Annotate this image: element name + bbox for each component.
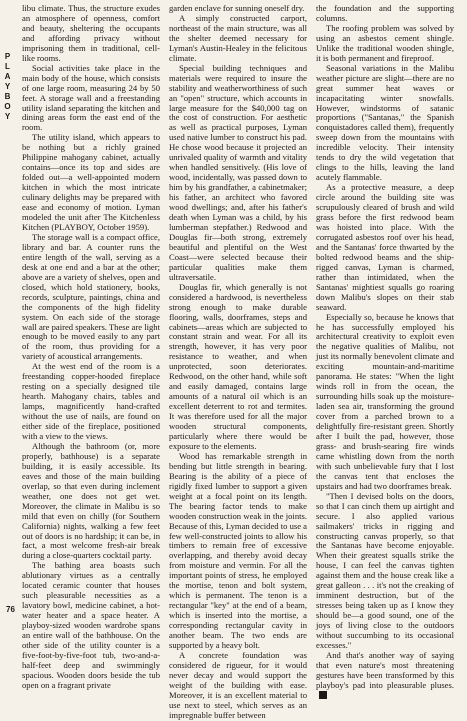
paragraph: As a protective measure, a deep circle around the building site was scrupulously cleared of brush and wild grass before the first redwood beam was hoisted into place. With the corrugated asbestos roof over his head, and the Santanas' force thwarted by the bolted redwood beams and the ship-rigged canvas, Lyman is charmed, rather than intimidated, when the Santanas' mightiest squalls go roaring down Malibu's slopes on their stab seaward. (316, 182, 454, 312)
paragraph: The roofing problem was solved by using an asbestos cement shingle. Unlike the traditional wooden shingle, it is both permanent and fireproof. (316, 22, 454, 63)
paragraph: Although the bathroom (or, more properly, bathhouse) is a separate building, it is easily accessible. Its eaves and those of the main building overlap, so that even during inclement weather, one does not get wet. Moreover, the climate in Malibu is so mild that even on chilly (for Southern California) nights, walking a few feet out of doors is no hardship; it can be, in fact, a most welcome fresh-air break during a close-quarters cocktail party. (22, 440, 160, 561)
text-column-2 (169, 3, 307, 720)
end-mark-icon (319, 691, 327, 699)
paragraph: The utility island, which appears to be nothing but a richly grained Philippine mahogany cabinet, actually contains—once its top and sides are folded out—a well-appointed modern kitchen in which the most intricate culinary delights may be prepared with ease and economy of motion. Lyman modeled the unit after The Kitchenless Kitchen (PLAYBOY, October 1959). (22, 132, 160, 232)
paragraph: the foundation and the supporting columns. (316, 3, 454, 23)
paragraph: A simply constructed carport, northeast of the main structure, was all the shelter deemed necessary for Lyman's Austin-Healey in the felicitous climate. (169, 12, 307, 63)
paragraph: Seasonal variations in the Malibu weather picture are slight—there are no great summer heat waves or incapacitating winter snowfalls. However, windstorms of satanic proportions ("Santanas," the Spanish conquistadores called them), frequently sweep down from the mountains with incredible velocity. Their intensity tends to dry the wild vegetation that clings to the hills, leaving the land acutely flammable. (316, 62, 454, 183)
paragraph: A concrete foundation was considered de rigueur, for it would never decay and would support the weight of the building with ease. Moreover, it is an excellent material to use next to steel, which serves as an impregnable buffer between (169, 649, 307, 720)
page-number: 76 (6, 605, 15, 614)
magazine-masthead: PLAYBOY (3, 52, 12, 122)
paragraph: Especially so, because he knows that he has successfully employed his architectural creativity to exploit even the negative qualities of Malibu, not just its normally benevolent climate and exciting mountain-and-maritime panorama. He states: "When the light winds roll in from the ocean, the surrounding hills soak up the moisture-laden sea air, transforming the ground cover from a parched brown to a delightfully fire-resistant green. Shortly after I built the pad, however, those grass- and brush-searing fire winds came whistling down from the north with such unbelievable fury that I lost the canvas tent that encloses the upstairs and had two doorframes break. (316, 311, 454, 491)
paragraph: At the west end of the room is a freestanding copper-hooded fireplace resting on a specially designed tile hearth. Mahogany chairs, tables and lamps, magnificently hand-crafted without the use of nails, are found on either side of the fireplace, positioned with a view to the views. (22, 361, 160, 441)
paragraph: Douglas fir, which generally is not considered a hardwood, is nevertheless strong enough to make durable flooring, walls, doorframes, steps and cabinets—areas which are subjected to constant strain and wear. For all its strength, however, it has very poor resistance to weather, and when unprotected, soon deteriorates. Redwood, on the other hand, while soft and easily damaged, contains large amounts of a natural oil which is an excellent deterrent to rot and termites. It was therefore used for all the major wooden structural components, particularly where there would be exposure to the elements. (169, 281, 307, 451)
paragraph: The storage wall is a compact office, library and bar. A counter runs the entire length of the wall, serving as a desk at one end and a bar at the other; above are a variety of shelves, open and closed, which hold stationery, books, records, sculpture, paintings, china and the components of the high fidelity system. On each side of the storage wall are paired speakers. These are light enough to be moved easily to any part of the room, thus providing for a variety of acoustical arrangements. (22, 231, 160, 362)
paragraph: Special building techniques and materials were required to insure the stability and weatherworthiness of such an "open" structure, which accounts in large measure for the $40,000 tag on the cost of construction. For aesthetic as well as practical purposes, Lyman used native lumber to construct his pad. He chose wood because it projected an unrivaled quality of warmth and vitality when handled sensitively. (His love of wood, incidentally, was passed down to him by his grandfather, a cabinetmaker; his father, an architect who favored wood dwellings; and, after his father's death when Lyman was a child, by his lumberman stepfather.) Redwood and Douglas fir—both strong, extremely beautiful and plentiful on the West Coast—were selected because their particular qualities make them ultraversatile. (169, 62, 307, 282)
paragraph-text: And that's another way of saying that even nature's most threatening gestures have been transformed by this playboy's pad into pleasurable pluses. (316, 649, 454, 690)
paragraph: "Then I devised bolts on the doors, so that I can cinch them up airtight and secure. I also applied various sailmakers' tricks in rigging and constructing canvas properly, so that the Santanas have become enjoyable. When their greatest squalls strike the house, I can feel the canvas tighten against them and the house creak like a great galleon . . . it's not the creaking of imminent destruction, but of the stresses being taken up as I know they should be—a good sound, one of the joys of living close to the outdoors without succumbing to its occasional excesses." (316, 490, 454, 650)
paragraph (316, 651, 454, 701)
paragraph: Social activities take place in the main body of the house, which consists of one large room, measuring 24 by 50 feet. A storage wall and a freestanding utility island separating the kitchen and dining areas form the east end of the room. (22, 62, 160, 133)
text-column-3 (316, 3, 454, 690)
paragraph: libu climate. Thus, the structure exudes an atmosphere of openness, comfort and beauty, sheltering the occupants and affording privacy without imprisoning them in traditional, cell-like rooms. (22, 3, 160, 63)
paragraph: The bathing area boasts such ablutionary virtues as a centrally located ceramic counter that houses such pleasurable necessities as a lavatory bowl, medicine cabinet, a hot-water heater and a space heater. A playboy-sized wooden wardrobe spans an entire wall of the bathhouse. On the other side of the utility counter is a five-foot-by-five-foot tub, two-and-a-half-feet deep and swimmingly spacious. Wooden doors beside the tub open on a fragrant private (22, 560, 160, 690)
article-body (22, 3, 454, 720)
paragraph: Wood has remarkable strength in bending but little strength in bearing. Bearing is the ability of a piece of rigidly fixed lumber to support a given weight at a focal point on its length. The bearing factor tends to make wooden construction weak in the joints. Because of this, Lyman decided to use a few well-constructed joints to allow his timbers to remain free of excessive overlapping, and thereby avoid decay from moisture and vermin. For all the important points of stress, he employed the mortise, tenon and bolt system, which is permanent. The tenon is a rectangular "key" at the end of a beam, which is inserted into the mortise, a corresponding rectangular cavity in another beam. The two ends are supported by a heavy bolt. (169, 450, 307, 650)
paragraph: garden enclave for sunning oneself dry. (169, 3, 305, 13)
text-column-1 (22, 3, 160, 690)
